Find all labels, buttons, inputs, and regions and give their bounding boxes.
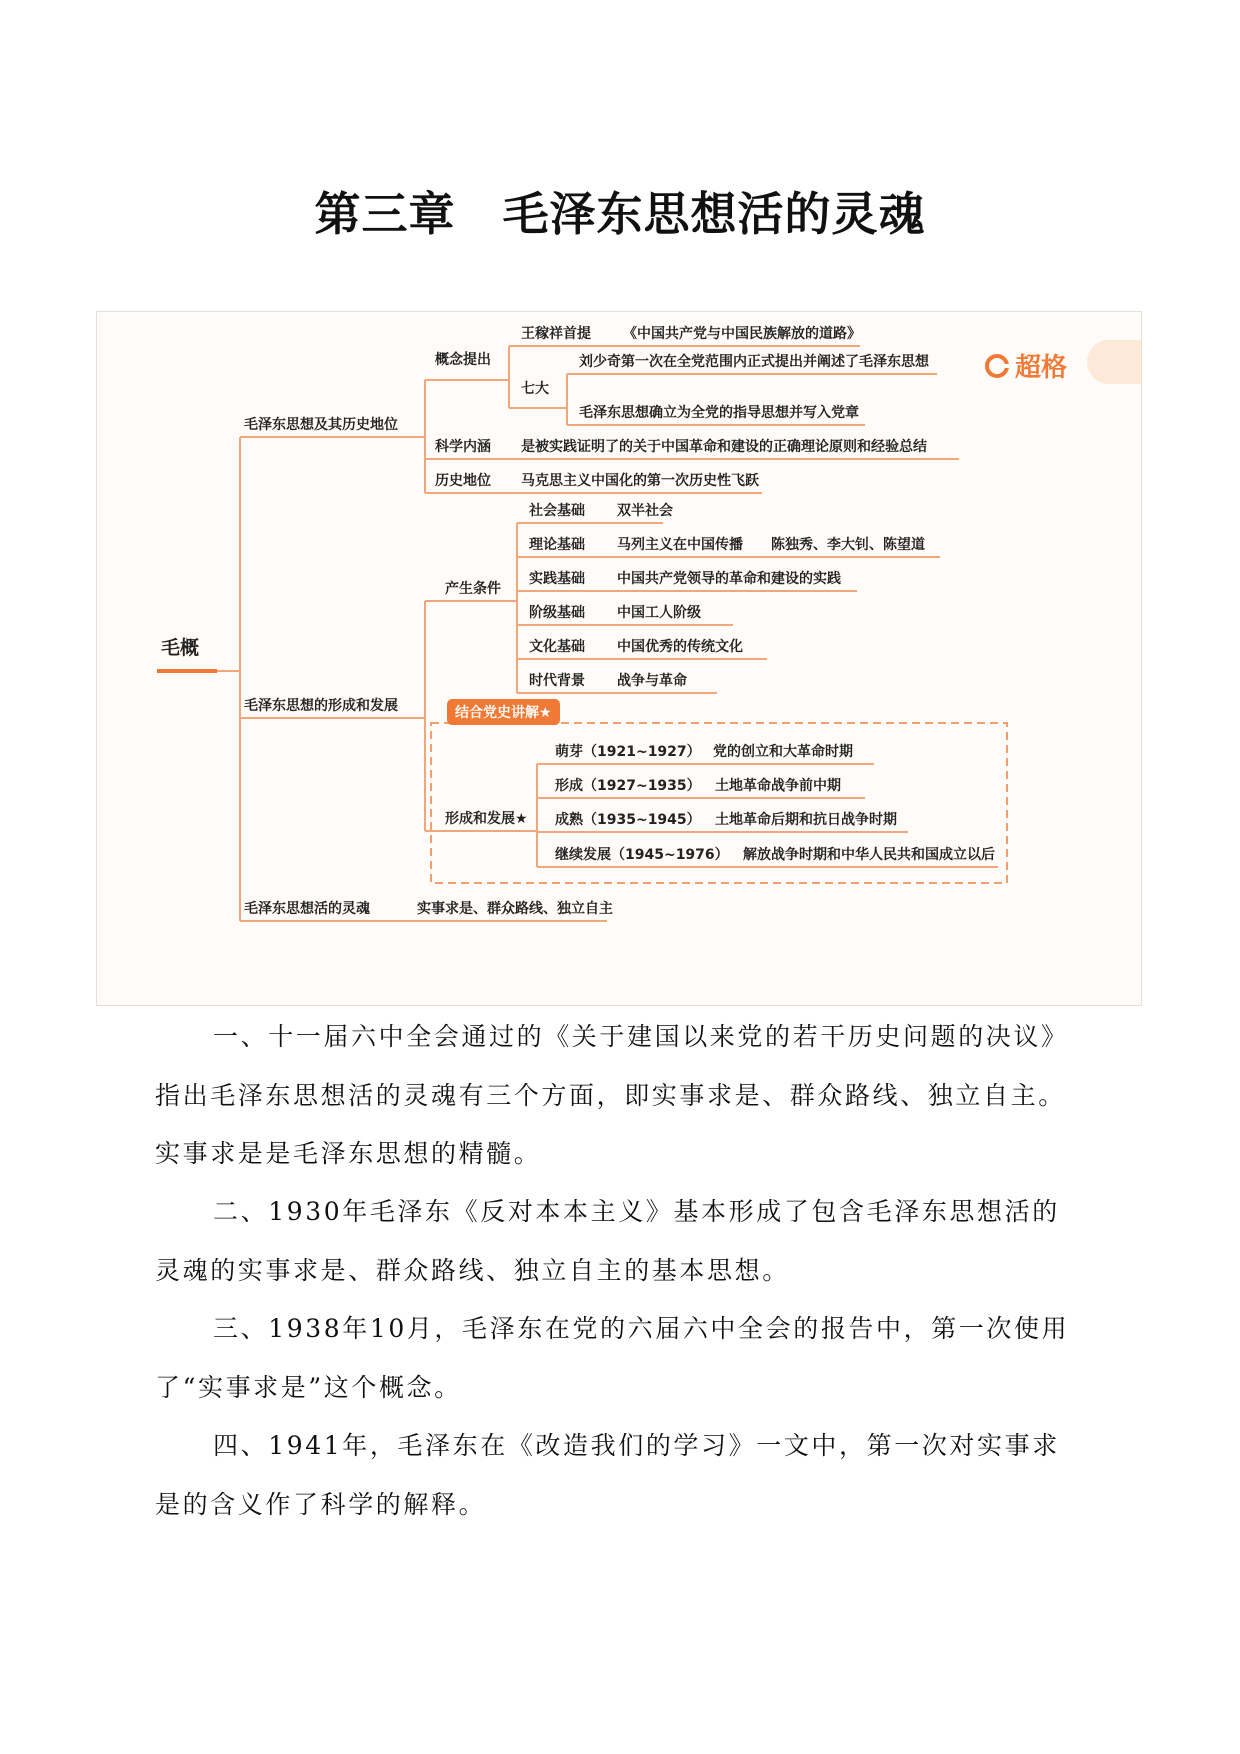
node-status: 历史地位: [435, 473, 491, 489]
condition-value: 中国优秀的传统文化: [617, 639, 743, 655]
stage-key: 成熟（1935~1945）: [555, 812, 701, 828]
party-history-badge: 结合党史讲解★: [447, 699, 560, 725]
condition-key: 时代背景: [529, 673, 585, 689]
stage-value: 解放战争时期和中华人民共和国成立以后: [743, 847, 995, 863]
condition-key: 文化基础: [529, 639, 585, 655]
condition-key: 社会基础: [529, 503, 585, 519]
node-connotation-text: 是被实践证明了的关于中国革命和建设的正确理论原则和经验总结: [521, 439, 927, 455]
node-wang-text: 《中国共产党与中国民族解放的道路》: [623, 326, 861, 342]
stage-key: 继续发展（1945~1976）: [555, 847, 729, 863]
condition-value: 中国共产党领导的革命和建设的实践: [617, 571, 841, 587]
mindmap-root: 毛概: [161, 637, 200, 659]
node-status-text: 马克思主义中国化的第一次历史性飞跃: [521, 473, 759, 489]
node-history: 毛泽东思想及其历史地位: [244, 417, 398, 433]
paragraph-3: 三、1938年10月，毛泽东在党的六届六中全会的报告中，第一次使用了“实事求是”这个概念。: [155, 1314, 1070, 1402]
condition-key: 阶级基础: [529, 605, 585, 621]
node-wang: 王稼祥首提: [521, 326, 591, 342]
condition-value: 双半社会: [617, 503, 673, 519]
node-connotation: 科学内涵: [435, 439, 491, 455]
node-soul-text: 实事求是、群众路线、独立自主: [417, 901, 613, 917]
condition-key: 理论基础: [529, 537, 585, 553]
mind-map: [96, 311, 1142, 1006]
paragraph-1: 一、十一届六中全会通过的《关于建国以来党的若干历史问题的决议》指出毛泽东思想活的灵魂有三个方面，即实事求是、群众路线、独立自主。实事求是是毛泽东思想的精髓。: [155, 1022, 1069, 1168]
node-soul: 毛泽东思想活的灵魂: [244, 901, 370, 917]
stage-value: 土地革命后期和抗日战争时期: [715, 812, 897, 828]
page-title: 第三章 毛泽东思想活的灵魂: [314, 187, 926, 241]
logo-text: 超格: [1015, 353, 1068, 383]
stage-value: 党的创立和大革命时期: [713, 744, 853, 760]
node-seventh-1: 刘少奇第一次在全党范围内正式提出并阐述了毛泽东思想: [579, 354, 929, 370]
stage-value: 土地革命战争前中期: [715, 778, 841, 794]
condition-extra: 陈独秀、李大钊、陈望道: [771, 537, 925, 553]
node-formation: 毛泽东思想的形成和发展: [244, 698, 398, 714]
node-concept: 概念提出: [435, 352, 491, 368]
chaoge-logo-icon: [985, 354, 1009, 378]
condition-value: 马列主义在中国传播: [617, 537, 743, 553]
node-seventh-2: 毛泽东思想确立为全党的指导思想并写入党章: [579, 405, 859, 421]
condition-value: 中国工人阶级: [617, 605, 701, 621]
paragraph-4: 四、1941年，毛泽东在《改造我们的学习》一文中，第一次对实事求是的含义作了科学的解释。: [155, 1431, 1060, 1519]
logo-tab: [1087, 340, 1142, 384]
stage-key: 形成（1927~1935）: [555, 778, 701, 794]
stage-key: 萌芽（1921~1927）: [555, 744, 701, 760]
node-stages: 形成和发展★: [445, 811, 528, 827]
node-conditions: 产生条件: [445, 581, 501, 597]
paragraph-2: 二、1930年毛泽东《反对本本主义》基本形成了包含毛泽东思想活的灵魂的实事求是、群众路线、独立自主的基本思想。: [155, 1197, 1060, 1285]
condition-value: 战争与革命: [617, 673, 687, 689]
chaoge-logo: [985, 347, 1067, 384]
node-seventh: 七大: [521, 381, 549, 397]
condition-key: 实践基础: [529, 571, 585, 587]
